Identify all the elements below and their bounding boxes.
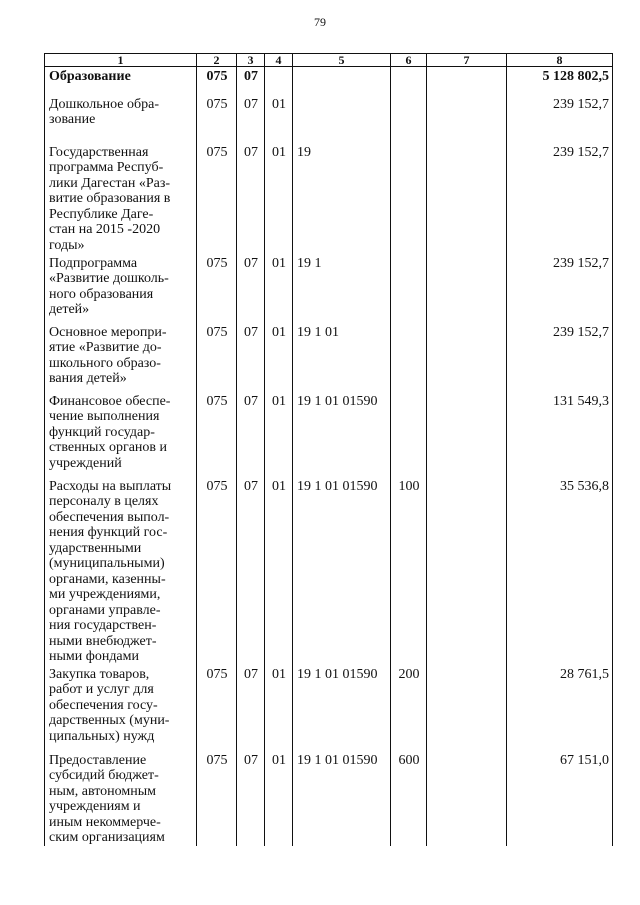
subsection-code [265, 323, 293, 392]
section-code-text: 07 [244, 393, 258, 409]
subsection-code-text: 01 [272, 666, 286, 682]
target-article-code-text: 19 1 01 01590 [297, 666, 378, 682]
row-name-text: Дошкольное обра- зование [49, 96, 159, 127]
target-article-code-text: 19 1 01 01590 [297, 478, 378, 494]
ministry-code-text: 075 [206, 96, 228, 112]
row-name [45, 254, 197, 323]
amount-text: 28 761,5 [560, 666, 609, 682]
target-article-code-text: 19 1 01 01590 [297, 393, 378, 409]
ministry-code [197, 95, 237, 143]
row-name [45, 143, 197, 254]
amount [507, 665, 613, 751]
column-7-value [427, 751, 507, 846]
ministry-code-text: 075 [206, 478, 228, 494]
amount-text: 239 152,7 [553, 324, 609, 340]
amount [507, 477, 613, 665]
ministry-code-text: 075 [206, 255, 228, 271]
table-row [45, 665, 613, 751]
amount [507, 751, 613, 846]
section-code [237, 751, 265, 846]
target-article-code [293, 143, 391, 254]
section-code-text: 07 [244, 478, 258, 494]
expense-type-code-text: 100 [398, 478, 420, 494]
target-article-code [293, 67, 391, 95]
subsection-code-text: 01 [272, 324, 286, 340]
table-row [45, 392, 613, 477]
target-article-code-text: 19 1 [297, 255, 322, 271]
row-name-text: Предоставление субсидий бюджет- ным, автономным учреждениям и иным некоммерче- ским организациям [49, 752, 165, 845]
subsection-code-text: 01 [272, 393, 286, 409]
subsection-code [265, 95, 293, 143]
table-row [45, 477, 613, 665]
ministry-code-text: 075 [206, 752, 228, 768]
amount-text: 5 128 802,5 [542, 69, 609, 84]
table-row [45, 254, 613, 323]
expense-type-code [391, 323, 427, 392]
row-name-text: Государственная программа Респуб- лики Дагестан «Раз- витие образования в Республике Даге- стан на 2015 -2020 годы» [49, 144, 171, 253]
column-7-value [427, 665, 507, 751]
header-col-8: 8 [507, 54, 613, 67]
row-name [45, 323, 197, 392]
header-col-3: 3 [237, 54, 265, 67]
amount-text: 67 151,0 [560, 752, 609, 768]
target-article-code-text: 19 1 01 [297, 324, 339, 340]
expense-type-code [391, 95, 427, 143]
expense-type-code [391, 477, 427, 665]
amount-text: 131 549,3 [553, 393, 609, 409]
subsection-code-text: 01 [272, 255, 286, 271]
table-row [45, 67, 613, 95]
table-row [45, 751, 613, 846]
column-7-value [427, 143, 507, 254]
target-article-code-text: 19 1 01 01590 [297, 752, 378, 768]
row-name [45, 665, 197, 751]
subsection-code [265, 254, 293, 323]
ministry-code [197, 392, 237, 477]
subsection-code-text: 01 [272, 144, 286, 160]
expense-type-code-text: 200 [398, 666, 420, 682]
header-col-7: 7 [427, 54, 507, 67]
ministry-code-text: 075 [206, 393, 228, 409]
table-row [45, 95, 613, 143]
subsection-code [265, 67, 293, 95]
column-7-value [427, 254, 507, 323]
ministry-code [197, 143, 237, 254]
expense-type-code [391, 392, 427, 477]
expense-type-code [391, 751, 427, 846]
section-code-text: 07 [244, 752, 258, 768]
amount-text: 239 152,7 [553, 144, 609, 160]
table-body [45, 67, 613, 846]
section-code [237, 392, 265, 477]
amount [507, 67, 613, 95]
section-code-text: 07 [244, 144, 258, 160]
section-code [237, 254, 265, 323]
subsection-code-text: 01 [272, 752, 286, 768]
ministry-code [197, 323, 237, 392]
header-col-1: 1 [45, 54, 197, 67]
amount [507, 95, 613, 143]
subsection-code [265, 665, 293, 751]
budget-table [44, 53, 613, 846]
ministry-code-text: 075 [206, 69, 228, 84]
target-article-code [293, 392, 391, 477]
expense-type-code [391, 67, 427, 95]
column-7-value [427, 95, 507, 143]
section-code-text: 07 [244, 255, 258, 271]
header-col-5: 5 [293, 54, 391, 67]
row-name [45, 67, 197, 95]
header-col-6: 6 [391, 54, 427, 67]
page-number: 79 [314, 15, 326, 29]
amount [507, 392, 613, 477]
ministry-code [197, 67, 237, 95]
expense-type-code [391, 143, 427, 254]
section-code [237, 67, 265, 95]
ministry-code-text: 075 [206, 666, 228, 682]
amount-text: 239 152,7 [553, 255, 609, 271]
subsection-code [265, 751, 293, 846]
section-code-text: 07 [244, 324, 258, 340]
amount-text: 239 152,7 [553, 96, 609, 112]
row-name-text: Финансовое обеспе- чение выполнения функций государ- ственных органов и учреждений [49, 393, 171, 471]
section-code [237, 477, 265, 665]
column-7-value [427, 392, 507, 477]
row-name-text: Расходы на выплаты персоналу в целях обеспечения выпол- нения функций гос- ударственными (муниципальными) органами, казенны- ми учреждениями, органами управле- ния государствен- ными внебюджет- ными фондами [49, 478, 172, 664]
header-row [45, 54, 613, 67]
expense-type-code [391, 254, 427, 323]
amount-text: 35 536,8 [560, 478, 609, 494]
amount [507, 323, 613, 392]
target-article-code [293, 751, 391, 846]
target-article-code [293, 323, 391, 392]
amount [507, 254, 613, 323]
column-7-value [427, 477, 507, 665]
row-name [45, 751, 197, 846]
expense-type-code [391, 665, 427, 751]
table-row [45, 323, 613, 392]
subsection-code-text: 01 [272, 478, 286, 494]
section-code-text: 07 [244, 666, 258, 682]
row-name [45, 95, 197, 143]
subsection-code [265, 143, 293, 254]
target-article-code-text: 19 [297, 144, 311, 160]
amount [507, 143, 613, 254]
ministry-code [197, 665, 237, 751]
target-article-code [293, 665, 391, 751]
header-col-4: 4 [265, 54, 293, 67]
section-code [237, 323, 265, 392]
row-name-text: Основное меропри- ятие «Развитие до- школьного образо- вания детей» [49, 324, 167, 386]
section-code [237, 95, 265, 143]
column-7-value [427, 323, 507, 392]
subsection-code-text: 01 [272, 96, 286, 112]
row-name-text: Закупка товаров, работ и услуг для обеспечения госу- дарственных (муни- ципальных) нужд [49, 666, 170, 744]
ministry-code-text: 075 [206, 144, 228, 160]
section-code [237, 143, 265, 254]
section-code [237, 665, 265, 751]
header-col-2: 2 [197, 54, 237, 67]
ministry-code [197, 477, 237, 665]
target-article-code [293, 254, 391, 323]
subsection-code [265, 392, 293, 477]
row-name-text: Подпрограмма «Развитие дошколь- ного образования детей» [49, 255, 169, 317]
subsection-code [265, 477, 293, 665]
ministry-code [197, 751, 237, 846]
row-name-text: Образование [49, 69, 131, 84]
section-code-text: 07 [244, 96, 258, 112]
section-code-text: 07 [244, 69, 258, 84]
table-row [45, 143, 613, 254]
ministry-code-text: 075 [206, 324, 228, 340]
target-article-code [293, 477, 391, 665]
column-7-value [427, 67, 507, 95]
row-name [45, 477, 197, 665]
ministry-code [197, 254, 237, 323]
target-article-code [293, 95, 391, 143]
row-name [45, 392, 197, 477]
expense-type-code-text: 600 [398, 752, 420, 768]
